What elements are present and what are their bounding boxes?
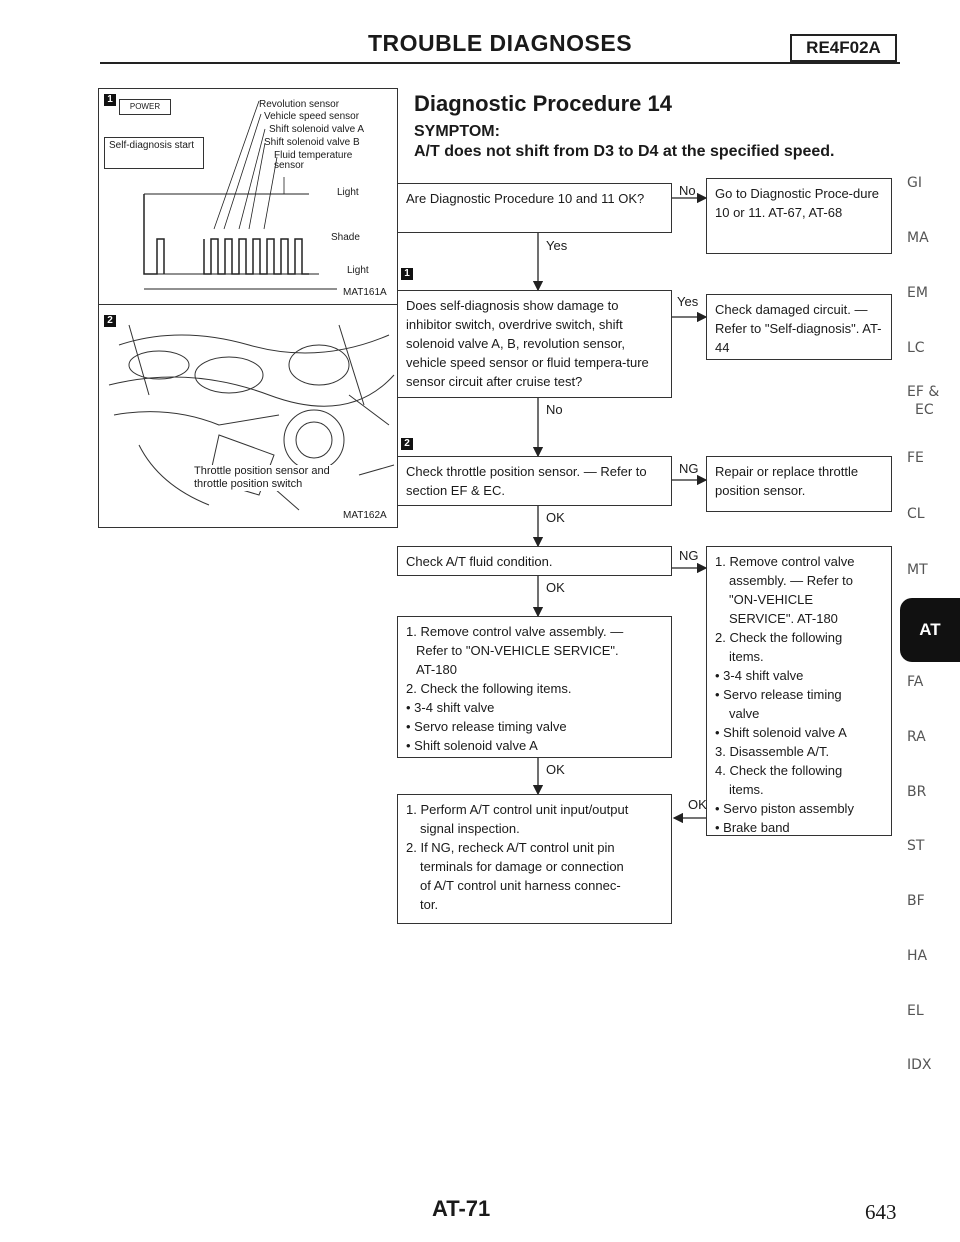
symptom-text: A/T does not shift from D3 to D4 at the specified speed. xyxy=(414,143,835,160)
final-line: signal inspection. xyxy=(420,821,520,836)
label-revolution-sensor: Revolution sensor xyxy=(259,99,340,110)
right-line: SERVICE". AT-180 xyxy=(729,611,838,626)
step1-badge: 1 xyxy=(401,268,413,280)
right-line: • Brake band xyxy=(715,820,790,835)
right-line: 3. Disassemble A/T. xyxy=(715,744,830,759)
figure2-caption: Throttle position sensor and throttle position switch xyxy=(194,465,354,491)
side-nav-st[interactable]: ST xyxy=(907,838,925,854)
q5-line: 2. Check the following items. xyxy=(406,681,572,696)
side-nav-ra[interactable]: RA xyxy=(907,729,926,745)
final-line: 1. Perform A/T control unit input/output xyxy=(406,802,629,817)
side-nav-fe[interactable]: FE xyxy=(907,450,924,466)
side-nav-ec[interactable]: EC xyxy=(915,402,934,418)
right-line: items. xyxy=(729,649,764,664)
final-line: of A/T control unit harness connec- xyxy=(420,878,621,893)
final-line: 2. If NG, recheck A/T control unit pin xyxy=(406,840,615,855)
label-vehicle-speed-sensor: Vehicle speed sensor xyxy=(264,111,360,122)
side-nav-gi[interactable]: GI xyxy=(907,175,922,191)
step-remove-control-valve xyxy=(397,616,672,758)
figure2-badge: 2 xyxy=(104,315,116,327)
symptom-label: SYMPTOM: xyxy=(414,123,500,140)
page-header-title: TROUBLE DIAGNOSES xyxy=(368,30,633,56)
q5-line: AT-180 xyxy=(416,662,457,677)
model-badge: RE4F02A xyxy=(790,34,897,62)
right-line: 1. Remove control valve xyxy=(715,554,855,569)
question-procedure-10-11: Are Diagnostic Procedure 10 and 11 OK? xyxy=(397,183,672,233)
label-fluid-temp-sensor: Fluid temperature sensor xyxy=(274,150,353,171)
label-shade: Shade xyxy=(331,232,360,243)
q2-no-label: No xyxy=(546,402,563,417)
q4-ok-label: OK xyxy=(546,580,565,595)
step2-badge: 2 xyxy=(401,438,413,450)
procedure-title: Diagnostic Procedure 14 xyxy=(414,91,672,116)
action-go-to-procedure: Go to Diagnostic Proce-dure 10 or 11. AT-67, AT-68 xyxy=(706,178,892,254)
q5-line: Refer to "ON-VEHICLE SERVICE". xyxy=(416,643,619,658)
q2-yes-label: Yes xyxy=(677,294,699,309)
self-diagnosis-label: Self-diagnosis start xyxy=(104,137,204,169)
side-nav-bf[interactable]: BF xyxy=(907,893,925,909)
question-self-diagnosis-damage: Does self-diagnosis show damage to inhibitor switch, overdrive switch, shift solenoid valve A, B, revolution sensor, vehicle speed sensor or fluid tempera-ture sensor circuit after cruise test? xyxy=(397,290,672,398)
side-nav-mt[interactable]: MT xyxy=(907,562,928,578)
final-line: tor. xyxy=(420,897,439,912)
q4-ng-label: NG xyxy=(679,548,699,563)
power-lamp: POWER xyxy=(119,99,171,115)
right-line: • Servo piston assembly xyxy=(715,801,854,816)
right-line: valve xyxy=(729,706,760,721)
figure1-code: MAT161A xyxy=(343,287,387,298)
right-line: 2. Check the following xyxy=(715,630,843,645)
side-nav-fa[interactable]: FA xyxy=(907,674,924,690)
side-nav-ma[interactable]: MA xyxy=(907,230,929,246)
q3-ng-label: NG xyxy=(679,461,699,476)
action-disassemble-at xyxy=(706,546,892,836)
side-nav-ef[interactable]: EF & xyxy=(907,384,940,400)
action-repair-throttle-sensor: Repair or replace throttle position sensor. xyxy=(706,456,892,512)
side-nav-ha[interactable]: HA xyxy=(907,948,928,964)
label-light-2: Light xyxy=(347,265,369,276)
q5-line: • Servo release timing valve xyxy=(406,719,567,734)
q5-line: • Shift solenoid valve A xyxy=(406,738,538,753)
q5-ok-label: OK xyxy=(546,762,565,777)
right-line: • 3-4 shift valve xyxy=(715,668,804,683)
side-nav-idx[interactable]: IDX xyxy=(907,1057,932,1073)
right-line: • Servo release timing xyxy=(715,687,842,702)
q1-yes-label: Yes xyxy=(546,238,568,253)
q5-line: 1. Remove control valve assembly. — xyxy=(406,624,624,639)
side-nav-el[interactable]: EL xyxy=(907,1003,924,1019)
q3-ok-label: OK xyxy=(546,510,565,525)
check-throttle-position-sensor: Check throttle position sensor. — Refer to section EF & EC. xyxy=(397,456,672,506)
label-light-1: Light xyxy=(337,187,359,198)
figure1-badge: 1 xyxy=(104,94,116,106)
step-perform-signal-inspection xyxy=(397,794,672,924)
action-check-damaged-circuit: Check damaged circuit. — Refer to "Self-diagnosis". AT-44 xyxy=(706,294,892,360)
label-shift-solenoid-b: Shift solenoid valve B xyxy=(264,137,360,148)
right-line: items. xyxy=(729,782,764,797)
side-nav-lc[interactable]: LC xyxy=(907,340,925,356)
page-number: 643 xyxy=(865,1200,897,1224)
side-nav-br[interactable]: BR xyxy=(907,784,927,800)
q1-no-label: No xyxy=(679,183,696,198)
right-ok-label: OK xyxy=(688,797,707,812)
side-nav-cl[interactable]: CL xyxy=(907,506,925,522)
label-shift-solenoid-a: Shift solenoid valve A xyxy=(269,124,365,135)
right-line: 4. Check the following xyxy=(715,763,843,778)
side-nav-at-active[interactable]: AT xyxy=(900,598,960,662)
right-line: • Shift solenoid valve A xyxy=(715,725,847,740)
check-fluid-condition: Check A/T fluid condition. xyxy=(397,546,672,576)
right-line: assembly. — Refer to xyxy=(729,573,854,588)
figure2-code: MAT162A xyxy=(343,510,387,521)
final-line: terminals for damage or connection xyxy=(420,859,624,874)
side-nav-em[interactable]: EM xyxy=(907,285,928,301)
q5-line: • 3-4 shift valve xyxy=(406,700,495,715)
right-line: "ON-VEHICLE xyxy=(729,592,814,607)
page-code: AT-71 xyxy=(432,1196,491,1221)
